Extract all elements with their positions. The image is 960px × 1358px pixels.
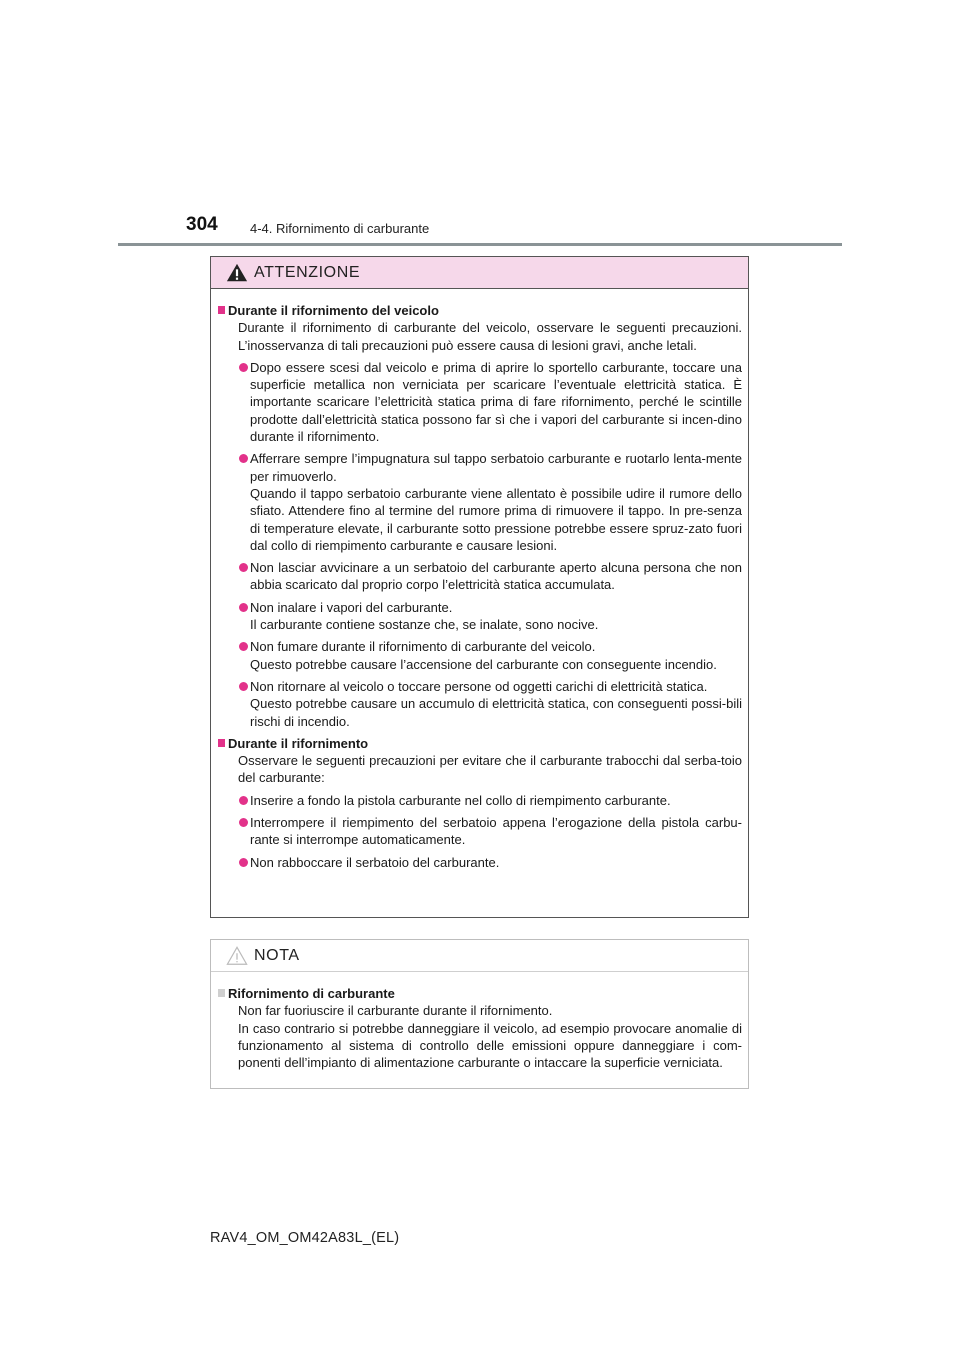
- section-intro: Durante il rifornimento di carburante del veicolo, osservare le seguenti precauzioni. L’inosservanza di tali precauzioni può essere causa di lesioni gravi, anche letali.: [238, 320, 742, 353]
- note-section-refueling: [218, 985, 742, 1071]
- list-item: Non ritornare al veicolo o toccare persone od oggetti carichi di elettricità statica. Questo potrebbe causare un accumulo di elettricità statica, con conseguenti possi-bili rischi di incendio.: [227, 678, 742, 730]
- warning-section-refueling-vehicle: [218, 302, 742, 730]
- list-item: Inserire a fondo la pistola carburante nel collo di riempimento carburante.: [227, 792, 742, 809]
- note-body: [211, 972, 748, 1071]
- list-item: Non rabboccare il serbatoio del carburante.: [227, 854, 742, 871]
- bullet-dot-icon: [239, 454, 248, 463]
- bullet-dot-icon: [239, 363, 248, 372]
- list-item: Non lasciar avvicinare a un serbatoio del carburante aperto alcuna persona che non abbia scaricato dal proprio corpo l’elettricità statica accumulata.: [227, 559, 742, 594]
- header-rule: [118, 243, 842, 246]
- warning-label: ATTENZIONE: [254, 263, 361, 281]
- bullet-dot-icon: [239, 682, 248, 691]
- section-intro: Osservare le seguenti precauzioni per evitare che il carburante trabocchi dal serba-toio del carburante:: [238, 753, 742, 786]
- warning-section-refueling: [218, 735, 742, 871]
- list-item: Non inalare i vapori del carburante. Il carburante contiene sostanze che, se inalate, sono nocive.: [227, 599, 742, 634]
- note-header: [211, 940, 748, 972]
- square-bullet-icon: [218, 306, 225, 314]
- section-heading: Rifornimento di carburante: [228, 986, 395, 1001]
- square-bullet-icon: [218, 989, 225, 997]
- bullet-list: [227, 792, 742, 871]
- bullet-list: [227, 359, 742, 730]
- note-box: [210, 939, 749, 1089]
- bullet-dot-icon: [239, 858, 248, 867]
- document-code: RAV4_OM_OM42A83L_(EL): [210, 1230, 400, 1246]
- section-heading: Durante il rifornimento del veicolo: [228, 303, 439, 318]
- square-bullet-icon: [218, 739, 225, 747]
- bullet-dot-icon: [239, 642, 248, 651]
- list-item: Dopo essere scesi dal veicolo e prima di aprire lo sportello carburante, toccare una superficie metallica non verniciata per scaricare l’eventuale elettricità statica. È importante scaricare l’elettricità statica prima di fare rifornimento, perché le scintille prodotte dall’elettricità statica possono far sì che i vapori del carburante si incen-dino durante il rifornimento.: [227, 359, 742, 445]
- warning-header: [211, 257, 748, 289]
- bullet-dot-icon: [239, 796, 248, 805]
- warning-box: [210, 256, 749, 918]
- list-item: Non fumare durante il rifornimento di carburante del veicolo. Questo potrebbe causare l’accensione del carburante con conseguente incendio.: [227, 638, 742, 673]
- list-item: Afferrare sempre l’impugnatura sul tappo serbatoio carburante e ruotarlo lenta-mente per rimuoverlo. Quando il tappo serbatoio carburante viene allentato è possibile udire il rumore dello sfiato. Attendere fino al termine del rumore prima di rimuovere il tappo. In pre-senza di temperature elevate, il carburante sotto pressione potrebbe essere spruz-zato fuori dal collo di riempimento carburante e causare lesioni.: [227, 450, 742, 554]
- caution-triangle-outline-icon: [226, 945, 248, 967]
- section-heading: Durante il rifornimento: [228, 735, 369, 751]
- bullet-dot-icon: [239, 603, 248, 612]
- note-text: Non far fuoriuscire il carburante durante il rifornimento. In caso contrario si potrebbe danneggiare il veicolo, ad esempio provocare anomalie di funzionamento al sistema di controllo delle emissioni oppure danneggiare i com-ponenti dell’impianto di alimentazione carburante o intaccare la superficie verniciata.: [238, 1003, 742, 1071]
- note-label: NOTA: [254, 946, 300, 964]
- bullet-dot-icon: [239, 818, 248, 827]
- page-number: 304: [186, 214, 218, 235]
- warning-body: [211, 289, 748, 871]
- bullet-dot-icon: [239, 563, 248, 572]
- section-title: 4-4. Rifornimento di carburante: [250, 221, 430, 236]
- warning-triangle-icon: [226, 262, 248, 284]
- list-item: Interrompere il riempimento del serbatoio appena l’erogazione della pistola carbu-rante si interrompe automaticamente.: [227, 814, 742, 849]
